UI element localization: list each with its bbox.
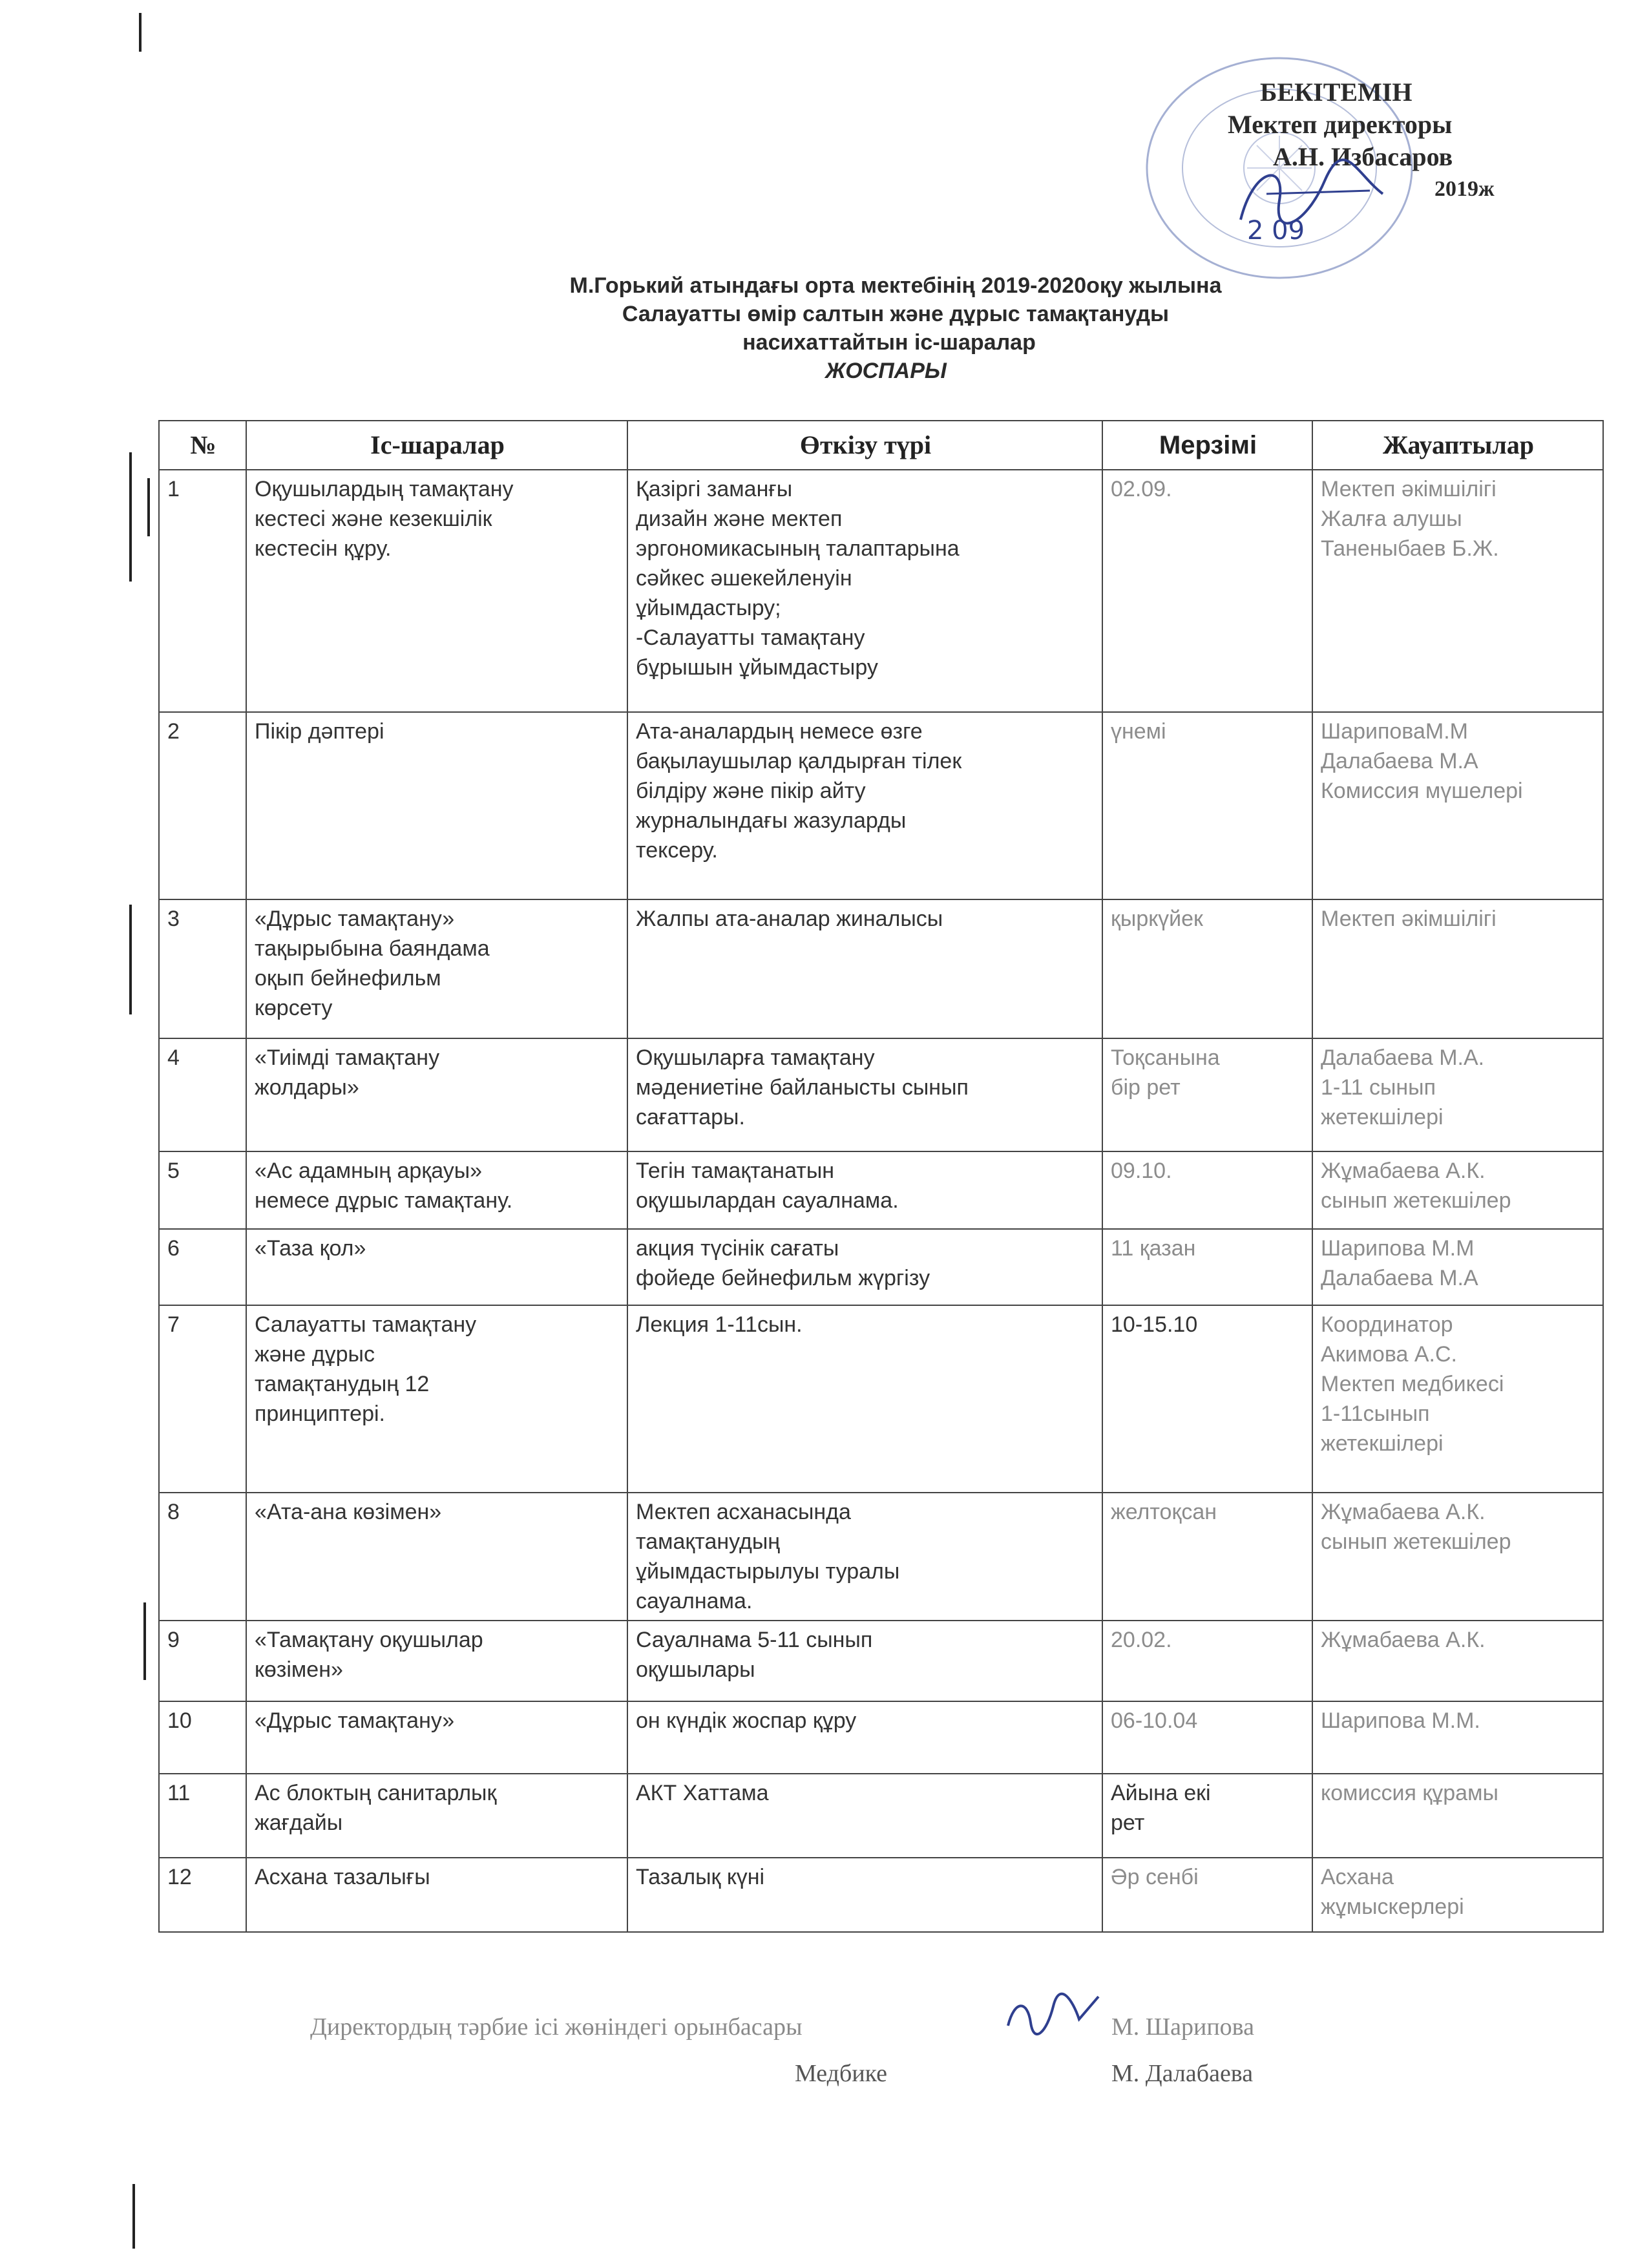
row-responsible-line: 1-11сынып (1321, 1402, 1430, 1426)
header-responsible: Жауаптылар (1312, 421, 1603, 470)
row-form-line: сағаттары. (636, 1105, 745, 1129)
row-form-line: Сауалнама 5-11 сынып (636, 1628, 873, 1652)
deputy-signature (1002, 1987, 1105, 2045)
row-date-line: қыркүйек (1111, 907, 1203, 931)
row-date (1102, 899, 1312, 1038)
row-event (246, 1038, 627, 1151)
row-event-line: «Ата-ана көзімен» (255, 1500, 442, 1524)
row-date-line: үнемі (1111, 719, 1166, 744)
row-event-line: «Тамақтану оқушылар (255, 1628, 483, 1652)
table-row (159, 1701, 1603, 1774)
row-number: 5 (159, 1151, 246, 1229)
row-date-line: 10-15.10 (1111, 1312, 1198, 1337)
row-event-line: көрсету (255, 996, 333, 1020)
row-date-line: 20.02. (1111, 1628, 1172, 1652)
row-responsible-line: Асхана (1321, 1865, 1394, 1889)
row-number: 11 (159, 1774, 246, 1858)
row-form (627, 1774, 1102, 1858)
row-form (627, 1701, 1102, 1774)
row-responsible-line: Комиссия мүшелері (1321, 779, 1523, 803)
row-responsible-line: 1-11 сынып (1321, 1075, 1436, 1100)
row-form-line: Тазалық күні (636, 1865, 765, 1889)
row-form-line: Жалпы ата-аналар жиналысы (636, 907, 943, 931)
table-row (159, 1621, 1603, 1701)
row-responsible-line: Жалға алушы (1321, 507, 1462, 531)
row-event-line: кестесін құру. (255, 536, 392, 561)
row-date-line: 02.09. (1111, 477, 1172, 501)
row-form (627, 1151, 1102, 1229)
title-line-2: Салауатты өмір салтын және дұрыс тамақтануды (622, 302, 1170, 326)
row-responsible (1312, 1151, 1603, 1229)
row-number: 8 (159, 1493, 246, 1621)
row-date (1102, 1038, 1312, 1151)
row-event-line: жағдайы (255, 1811, 343, 1835)
row-number: 6 (159, 1229, 246, 1305)
row-form (627, 712, 1102, 899)
row-event-line: принциптері. (255, 1402, 385, 1426)
row-event (246, 1229, 627, 1305)
row-event (246, 1493, 627, 1621)
table-row (159, 470, 1603, 712)
row-responsible-line: Координатор (1321, 1312, 1453, 1337)
approval-position: Мектеп директоры (1228, 110, 1453, 139)
row-event (246, 1774, 627, 1858)
row-event-line: «Дұрыс тамақтану» (255, 1708, 455, 1733)
table-row (159, 712, 1603, 899)
row-responsible-line: Мектеп әкімшілігі (1321, 477, 1497, 501)
row-form-line: эргономикасының талаптарына (636, 536, 960, 561)
row-responsible-line: жұмыскерлері (1321, 1895, 1464, 1919)
row-responsible-line: Шарипова М.М. (1321, 1708, 1480, 1733)
row-date (1102, 470, 1312, 712)
row-event (246, 1701, 627, 1774)
row-event-line: Пікір дәптері (255, 719, 384, 744)
row-form-line: Мектеп асханасында (636, 1500, 851, 1524)
row-form (627, 1305, 1102, 1493)
row-date (1102, 1229, 1312, 1305)
row-responsible (1312, 1621, 1603, 1701)
row-form-line: Лекция 1-11сын. (636, 1312, 803, 1337)
row-responsible (1312, 1493, 1603, 1621)
row-form-line: сәйкес әшекейленуін (636, 566, 852, 591)
table-row (159, 1774, 1603, 1858)
row-date-line: 06-10.04 (1111, 1708, 1198, 1733)
row-date-line: Айына екі (1111, 1781, 1211, 1805)
row-event (246, 899, 627, 1038)
table-row (159, 899, 1603, 1038)
header-date: Мерзімі (1102, 421, 1312, 470)
row-responsible-line: Далабаева М.А (1321, 749, 1478, 773)
row-event-line: немесе дұрыс тамақтану. (255, 1188, 513, 1213)
row-responsible-line: Таненыбаев Б.Ж. (1321, 536, 1499, 561)
row-event-line: Асхана тазалығы (255, 1865, 430, 1889)
row-form-line: он күндік жоспар құру (636, 1708, 857, 1733)
row-date (1102, 1621, 1312, 1701)
row-form (627, 1493, 1102, 1621)
title-line-4: ЖОСПАРЫ (825, 359, 947, 383)
deputy-name: М. Шарипова (1111, 2013, 1254, 2041)
approval-heading: БЕКІТЕМІН (1260, 78, 1413, 107)
row-form-line: журналындағы жазуларды (636, 808, 907, 833)
row-event (246, 1858, 627, 1932)
row-number: 4 (159, 1038, 246, 1151)
row-event-line: жолдары» (255, 1075, 359, 1100)
table-header-row (159, 421, 1603, 470)
scan-mark (139, 13, 142, 52)
row-number: 9 (159, 1621, 246, 1701)
signature-date: 2 09 (1247, 216, 1305, 246)
row-form (627, 1621, 1102, 1701)
table-row (159, 1229, 1603, 1305)
approval-name: А.Н. Избасаров (1273, 142, 1453, 171)
row-date-line: желтоқсан (1111, 1500, 1217, 1524)
row-responsible-line: комиссия құрамы (1321, 1781, 1498, 1805)
row-date (1102, 1858, 1312, 1932)
row-date (1102, 1701, 1312, 1774)
header-event: Іс-шаралар (246, 421, 627, 470)
row-date-line: рет (1111, 1811, 1145, 1835)
row-responsible (1312, 1038, 1603, 1151)
row-form (627, 470, 1102, 712)
table-row (159, 1493, 1603, 1621)
row-form-line: Қазіргі заманғы (636, 477, 793, 501)
row-number: 12 (159, 1858, 246, 1932)
row-number: 2 (159, 712, 246, 899)
row-responsible-line: Шарипова М.М (1321, 1236, 1475, 1261)
row-form-line: АКТ Хаттама (636, 1781, 769, 1805)
row-event (246, 470, 627, 712)
row-form-line: тамақтанудың (636, 1529, 781, 1554)
row-form-line: оқушылары (636, 1657, 755, 1682)
row-number: 3 (159, 899, 246, 1038)
row-form (627, 1229, 1102, 1305)
row-form-line: Тегін тамақтанатын (636, 1159, 835, 1183)
row-event-line: Салауатты тамақтану (255, 1312, 477, 1337)
table-row (159, 1858, 1603, 1932)
row-event-line: және дұрыс (255, 1342, 375, 1367)
scan-mark (143, 1602, 146, 1680)
row-responsible-line: сынып жетекшілер (1321, 1529, 1511, 1554)
row-form-line: ұйымдастырылуы туралы (636, 1559, 900, 1584)
row-responsible-line: ШариповаМ.М (1321, 719, 1468, 744)
nurse-name: М. Далабаева (1111, 2060, 1254, 2087)
scan-mark (147, 478, 150, 536)
row-responsible-line: жетекшілері (1321, 1105, 1444, 1129)
row-form-line: мәдениетіне байланысты сынып (636, 1075, 969, 1100)
row-responsible (1312, 1858, 1603, 1932)
table-row (159, 1151, 1603, 1229)
row-number: 7 (159, 1305, 246, 1493)
row-form (627, 899, 1102, 1038)
director-signature (1228, 155, 1396, 246)
row-form-line: ұйымдастыру; (636, 596, 781, 620)
row-event-line: «Таза қол» (255, 1236, 366, 1261)
row-date-line: Әр сенбі (1111, 1865, 1199, 1889)
approval-year: 2019ж (1434, 177, 1495, 201)
row-event-line: Оқушылардың тамақтану (255, 477, 514, 501)
row-responsible (1312, 1229, 1603, 1305)
row-event-line: кестесі және кезекшілік (255, 507, 492, 531)
row-responsible-line: сынып жетекшілер (1321, 1188, 1511, 1213)
row-date (1102, 712, 1312, 899)
row-event (246, 1151, 627, 1229)
row-number: 1 (159, 470, 246, 712)
row-date-line: 11 қазан (1111, 1236, 1196, 1261)
row-responsible-line: Жұмабаева А.К. (1321, 1159, 1486, 1183)
row-date (1102, 1774, 1312, 1858)
scan-mark (129, 905, 132, 1014)
row-responsible-line: Акимова А.С. (1321, 1342, 1457, 1367)
header-number: № (159, 421, 246, 470)
row-form-line: фойеде бейнефильм жүргізу (636, 1266, 930, 1290)
nurse-label: Медбике (795, 2060, 888, 2087)
row-event (246, 1621, 627, 1701)
row-event-line: «Дұрыс тамақтану» (255, 907, 455, 931)
row-date-line: 09.10. (1111, 1159, 1172, 1183)
table-row (159, 1305, 1603, 1493)
row-responsible-line: Мектеп медбикесі (1321, 1372, 1504, 1396)
row-responsible (1312, 1774, 1603, 1858)
row-responsible-line: Жұмабаева А.К. (1321, 1500, 1486, 1524)
row-form-line: бақылаушылар қалдырған тілек (636, 749, 962, 773)
row-responsible-line: Далабаева М.А. (1321, 1045, 1485, 1070)
row-responsible (1312, 899, 1603, 1038)
scan-mark (129, 452, 132, 582)
row-number: 10 (159, 1701, 246, 1774)
row-event-line: «Ас адамның арқауы» (255, 1159, 483, 1183)
row-form-line: сауалнама. (636, 1589, 753, 1613)
row-form-line: тексеру. (636, 838, 718, 863)
row-responsible-line: жетекшілері (1321, 1431, 1444, 1456)
row-responsible-line: Мектеп әкімшілігі (1321, 907, 1497, 931)
row-form (627, 1858, 1102, 1932)
row-form-line: акция түсінік сағаты (636, 1236, 839, 1261)
row-event-line: «Тиімді тамақтану (255, 1045, 440, 1070)
row-responsible (1312, 712, 1603, 899)
row-event-line: Ас блоктың санитарлық (255, 1781, 497, 1805)
row-form-line: Оқушыларға тамақтану (636, 1045, 875, 1070)
row-responsible (1312, 1305, 1603, 1493)
row-responsible (1312, 1701, 1603, 1774)
row-form-line: -Салауатты тамақтану (636, 625, 865, 650)
row-form-line: білдіру және пікір айту (636, 779, 866, 803)
row-date-line: бір рет (1111, 1075, 1181, 1100)
row-event-line: тақырыбына баяндама (255, 936, 490, 961)
row-form-line: Ата-аналардың немесе өзге (636, 719, 923, 744)
row-date (1102, 1305, 1312, 1493)
row-responsible (1312, 470, 1603, 712)
row-event-line: оқып бейнефильм (255, 966, 441, 991)
row-date-line: Тоқсанына (1111, 1045, 1220, 1070)
header-form: Өткізу түрі (627, 421, 1102, 470)
row-event (246, 712, 627, 899)
row-event-line: көзімен» (255, 1657, 343, 1682)
row-date (1102, 1493, 1312, 1621)
plan-table (158, 420, 1604, 1933)
document-title (0, 271, 1649, 385)
row-form-line: дизайн және мектеп (636, 507, 843, 531)
row-form (627, 1038, 1102, 1151)
scan-mark (132, 2184, 135, 2249)
row-responsible-line: Далабаева М.А (1321, 1266, 1478, 1290)
row-form-line: бұрышын ұйымдастыру (636, 655, 878, 680)
deputy-label: Директордың тәрбие ісі жөніндегі орынбасары (310, 2013, 803, 2041)
row-form-line: оқушылардан сауалнама. (636, 1188, 899, 1213)
row-event (246, 1305, 627, 1493)
row-responsible-line: Жұмабаева А.К. (1321, 1628, 1486, 1652)
table-row (159, 1038, 1603, 1151)
title-line-3: насихаттайтын іс-шаралар (742, 330, 1036, 355)
title-line-1: М.Горький атындағы орта мектебінің 2019-2020оқу жылына (569, 273, 1222, 298)
row-date (1102, 1151, 1312, 1229)
row-event-line: тамақтанудың 12 (255, 1372, 430, 1396)
